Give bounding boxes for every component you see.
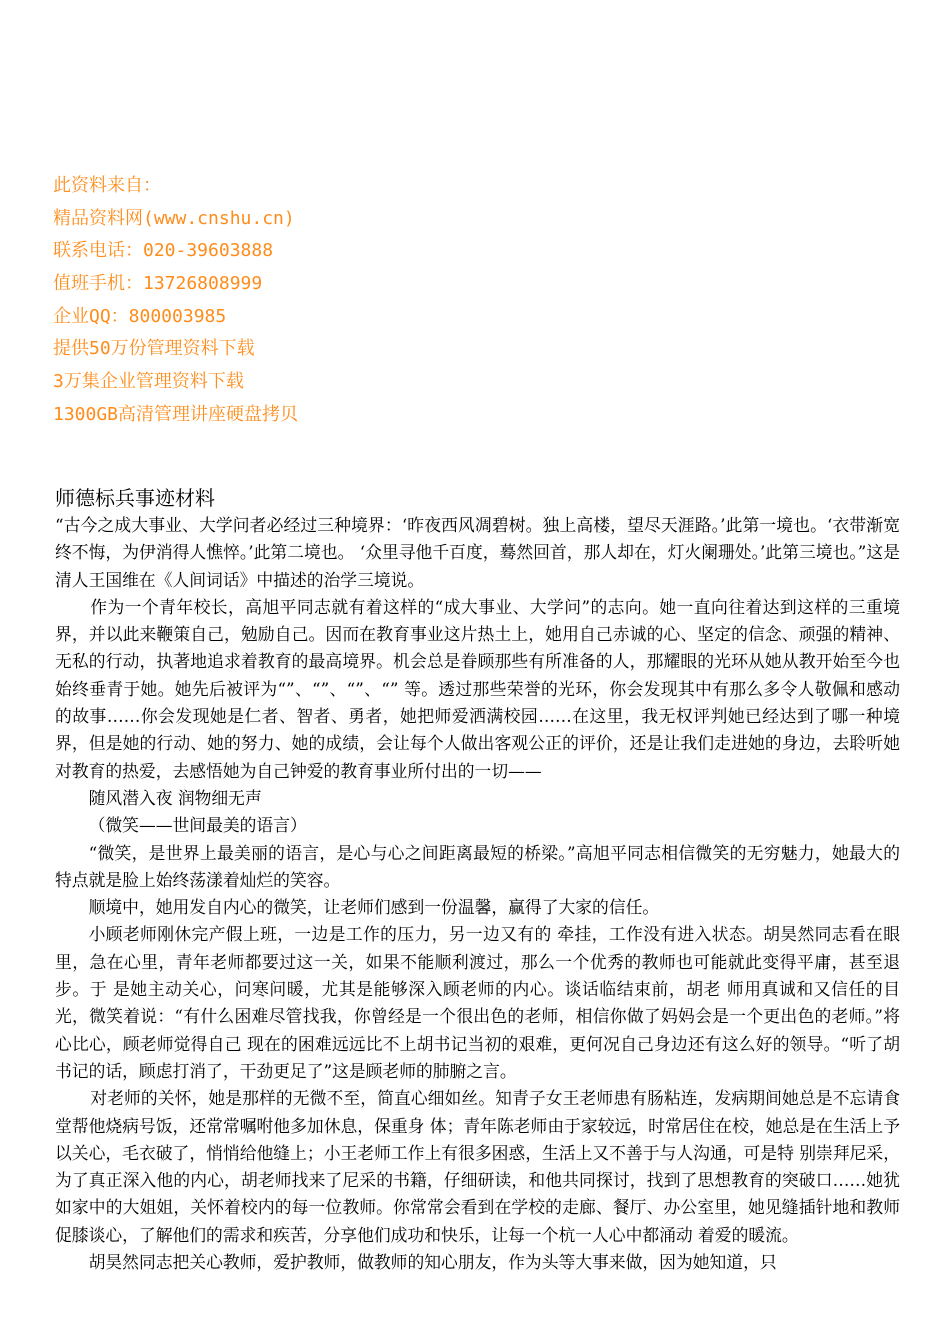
paragraph-principal: 作为一个青年校长，高旭平同志就有着这样的“成大事业、大学问”的志向。她一直向往着达到这样的三重境界，并以此来鞭策自己，勉励自己。因而在教育事业这片热土上，她用自己赤诚的心、坚定的信念、顽强的精神、无私的行动，执著地追求着教育的最高境界。机会总是眷顾那些有所准备的人，那耀眼的光环从她从教开始至今也始终垂青于她。她先后被评为“”、“”、“”、“” 等。透过那些荣誉的光环，你会发现其中有那么多令人敬佩和感动的故事……你会发现她是仁者、智者、勇者，她把师爱洒满校园……在这里，我无权评判她已经达到了哪一种境界，但是她的行动、她的努力、她的成绩，会让每个人做出客观公正的评价，还是让我们走进她的身边，去聆听她对教育的热爱，去感悟她为自己钟爱的教育事业所付出的一切——	[55, 596, 900, 781]
paragraph-trust: 顺境中，她用发自内心的微笑，让老师们感到一份温馨，赢得了大家的信任。	[88, 897, 660, 918]
section-heading: 随风潜入夜 润物细无声	[88, 787, 262, 808]
promo-line-1: 提供50万份管理资料下载	[53, 338, 255, 360]
promo-line-3: 1300GB高清管理讲座硬盘拷贝	[53, 403, 299, 425]
paragraph-intro: “古今之成大事业、大学问者必经过三种境界：‘昨夜西风凋碧树。独上高楼，望尽天涯路。’此第一境也。‘衣带渐宽终不悔，为伊消得人憔悴。’此第二境也。 ‘众里寻他千百度，蓦然回首，那人却在，灯火阑珊处。’此第三境也。”这是清人王国维在《人间词话》中描述的治学三境说。	[55, 515, 900, 590]
source-label: 此资料来自：	[53, 175, 161, 196]
paragraph-teacher-gu: 小顾老师刚休完产假上班，一边是工作的压力，另一边又有的 牵挂，工作没有进入状态。胡昊然同志看在眼里，急在心里，青年老师都要过这一关，如果不能顺利渡过，那么一个优秀的教师也可能就此变得平庸，甚至退步。于 是她主动关心，问寒问暖，尤其是能够深入顾老师的内心。谈话临结束前，胡老 师用真诚和又信任的目光，微笑着说：“有什么困难尽管找我，你曾经是一个很出色的老师，相信你做了妈妈会是一个更出色的老师。”将心比心，顾老师觉得自己 现在的困难远远比不上胡书记当初的艰难，更何况自己身边还有这么好的领导。“听了胡书记的话，顾虑打消了，干劲更足了”这是顾老师的肺腑之言。	[55, 924, 900, 1081]
document-body	[55, 484, 900, 1276]
section-subheading: （微笑——世间最美的语言）	[88, 815, 307, 836]
duty-mobile: 值班手机：13726808999	[53, 273, 263, 295]
source-info-block	[53, 170, 298, 432]
contact-phone: 联系电话：020-39603888	[53, 240, 274, 262]
source-website: 精品资料网(www.cnshu.cn)	[53, 207, 295, 229]
paragraph-smile: “微笑，是世界上最美丽的语言，是心与心之间距离最短的桥梁。”高旭平同志相信微笑的无穷魅力，她最大的特点就是脸上始终荡漾着灿烂的笑容。	[55, 842, 900, 890]
paragraph-care: 对老师的关怀，她是那样的无微不至，简直心细如丝。知青子女王老师患有肠粘连，发病期间她总是不忘请食堂帮他烧病号饭，还常常嘱咐他多加休息，保重身 体；青年陈老师由于家较远，时常居住在校，她总是在生活上予以关心，毛衣破了，悄悄给他缝上；小王老师工作上有很多困惑，生活上又不善于与人沟通，可是特 别崇拜尼采，为了真正深入他的内心，胡老师找来了尼采的书籍，仔细研读，和他共同探讨，找到了思想教育的突破口……她犹如家中的大姐姐，关怀着校内的每一位教师。你常常会看到在学校的走廊、餐厅、办公室里，她见缝插针地和教师促膝谈心，了解他们的需求和疾苦，分享他们成功和快乐，让每一个杭一人心中都涌动 着爱的暖流。	[55, 1088, 900, 1245]
enterprise-qq: 企业QQ：800003985	[53, 305, 227, 327]
document-title: 师德标兵事迹材料	[55, 486, 215, 510]
promo-line-2: 3万集企业管理资料下载	[53, 371, 244, 393]
paragraph-friend: 胡昊然同志把关心教师，爱护教师，做教师的知心朋友，作为头等大事来做，因为她知道，只	[88, 1252, 777, 1273]
